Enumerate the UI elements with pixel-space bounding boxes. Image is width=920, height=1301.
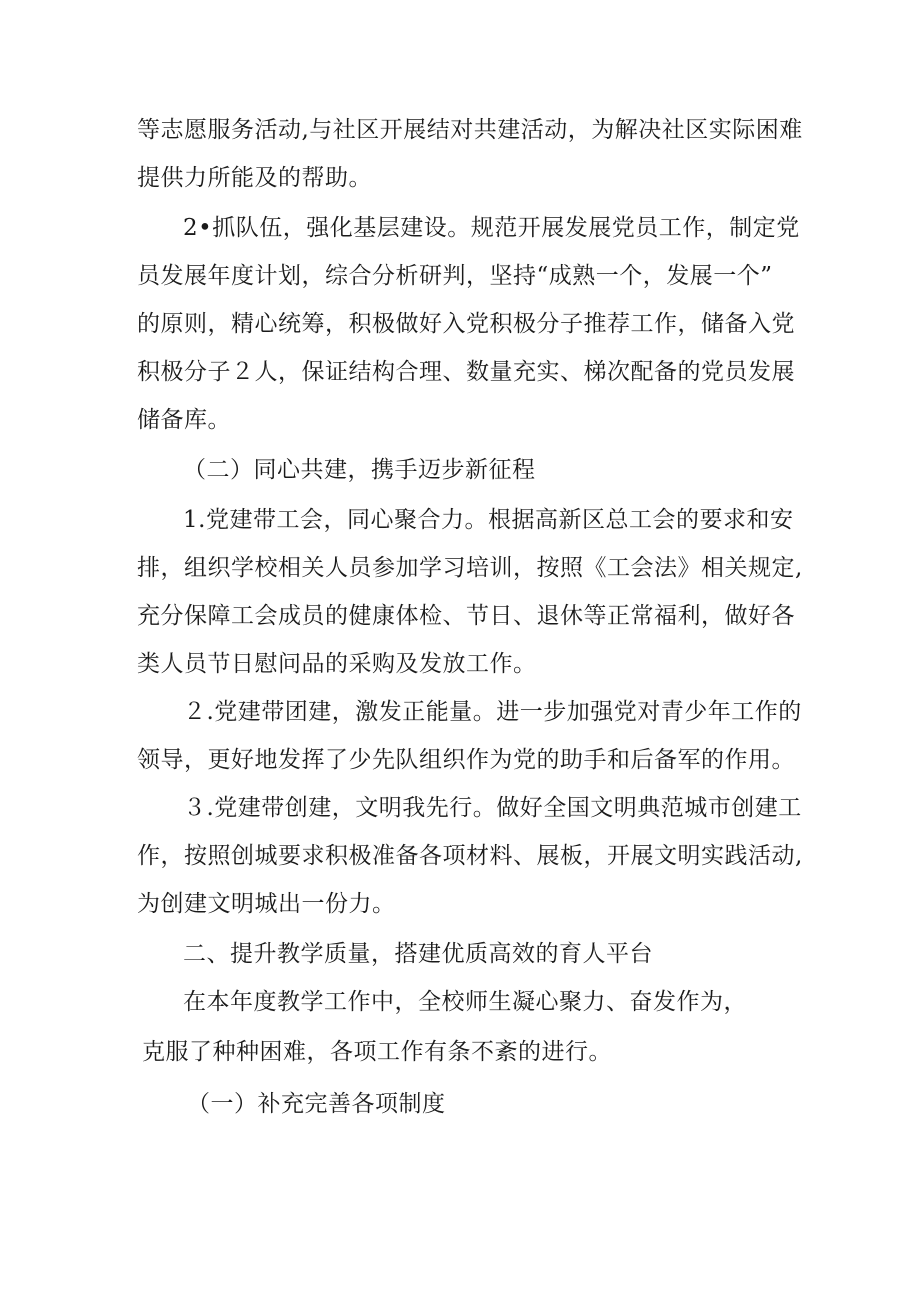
paragraph-line: 2•抓队伍，强化基层建设。规范开展发展党员工作，制定党 [183, 215, 800, 241]
paragraph-line: 为创建文明城出一份力。 [137, 891, 396, 917]
paragraph-line: 类人员节日慰问品的采购及发放工作。 [137, 651, 537, 677]
paragraph-line: 提供力所能及的帮助。 [137, 165, 372, 191]
section-heading: （一）补充完善各项制度 [187, 1091, 446, 1117]
paragraph-line: 1.党建带工会，同心聚合力。根据高新区总工会的要求和安 [183, 507, 794, 533]
paragraph-line: 克服了种种困难，各项工作有条不紊的进行。 [142, 1039, 612, 1065]
paragraph-line: 排，组织学校相关人员参加学习培训，按照《工会法》相关规定, [137, 555, 803, 581]
section-heading: （二）同心共建，携手迈步新征程 [183, 457, 536, 483]
paragraph-line: 的原则，精心统筹，积极做好入党积极分子推荐工作，储备入党 [137, 311, 795, 337]
paragraph-line: 领导，更好地发挥了少先队组织作为党的助手和后备军的作用。 [137, 747, 795, 773]
paragraph-line: 员发展年度计划，综合分析研判，坚持“成熟一个，发展一个” [137, 263, 773, 289]
paragraph-line: ２.党建带团建，激发正能量。进一步加强党对青少年工作的 [183, 699, 802, 725]
paragraph-line: ３.党建带创建，文明我先行。做好全国文明典范城市创建工 [183, 795, 802, 821]
paragraph-line: 作，按照创城要求积极准备各项材料、展板，开展文明实践活动, [137, 843, 803, 869]
paragraph-line: 在本年度教学工作中，全校师生凝心聚力、奋发作为， [183, 989, 747, 1015]
paragraph-line: 储备库。 [137, 407, 231, 433]
paragraph-line: 充分保障工会成员的健康体检、节日、退休等正常福利，做好各 [137, 603, 795, 629]
section-heading: 二、提升教学质量，搭建优质高效的育人平台 [183, 941, 653, 967]
paragraph-line: 积极分子２人，保证结构合理、数量充实、梯次配备的党员发展 [137, 359, 795, 385]
paragraph-line: 等志愿服务活动,与社区开展结对共建活动，为解决社区实际困难 [137, 117, 803, 143]
